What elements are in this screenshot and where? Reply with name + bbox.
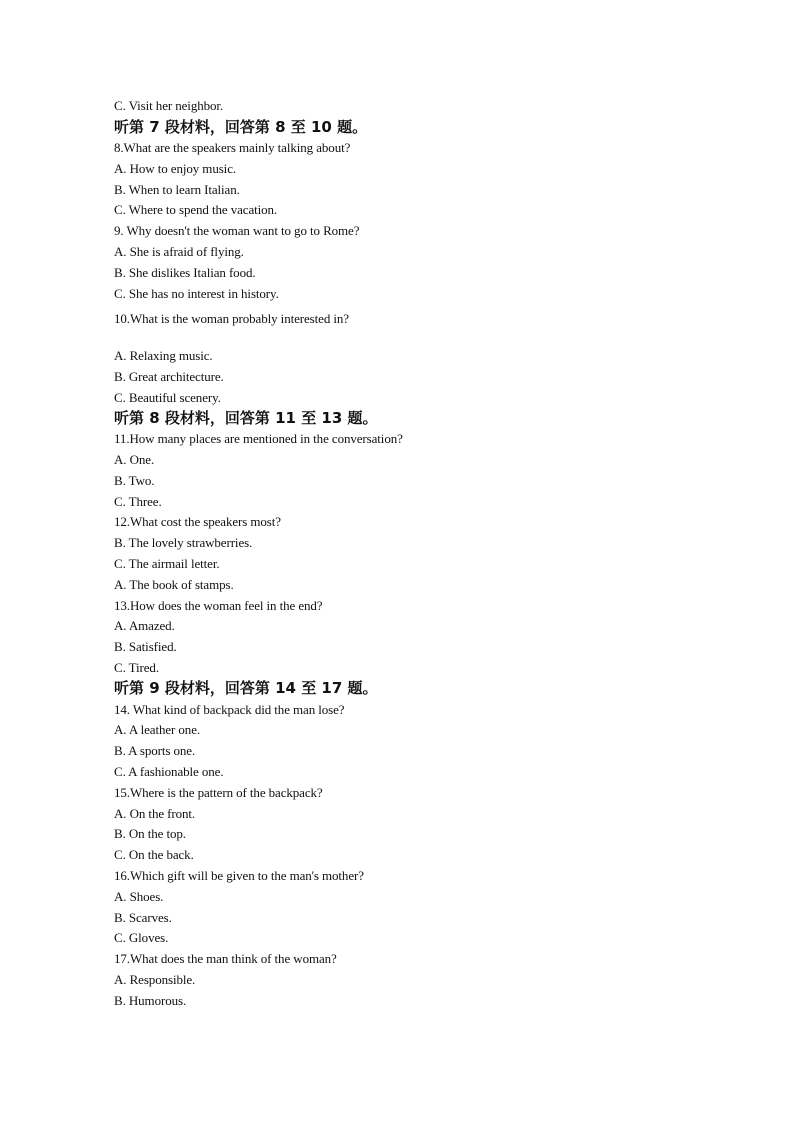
option-9c: C. She has no interest in history. <box>114 286 279 301</box>
option-15b: B. On the top. <box>114 826 186 841</box>
option-13a: A. Amazed. <box>114 618 175 633</box>
option-12b: B. The lovely strawberries. <box>114 535 253 550</box>
option-10b: B. Great architecture. <box>114 369 224 384</box>
option-11c: C. Three. <box>114 494 162 509</box>
option-8b: B. When to learn Italian. <box>114 182 240 197</box>
option-16c: C. Gloves. <box>114 930 169 945</box>
option-17b: B. Humorous. <box>114 993 187 1008</box>
option-7c: C. Visit her neighbor. <box>114 98 224 113</box>
option-13b: B. Satisfied. <box>114 639 177 654</box>
question-16: 16.Which gift will be given to the man's mother? <box>114 868 364 883</box>
option-8a: A. How to enjoy music. <box>114 161 237 176</box>
option-12a: A. The book of stamps. <box>114 577 234 592</box>
question-12: 12.What cost the speakers most? <box>114 514 281 529</box>
question-13: 13.How does the woman feel in the end? <box>114 598 323 613</box>
option-10c: C. Beautiful scenery. <box>114 390 221 405</box>
option-14c: C. A fashionable one. <box>114 764 224 779</box>
option-14b: B. A sports one. <box>114 743 196 758</box>
option-15a: A. On the front. <box>114 806 196 821</box>
option-9a: A. She is afraid of flying. <box>114 244 244 259</box>
option-17a: A. Responsible. <box>114 972 196 987</box>
option-16b: B. Scarves. <box>114 910 172 925</box>
option-12c: C. The airmail letter. <box>114 556 220 571</box>
option-15c: C. On the back. <box>114 847 194 862</box>
option-10a: A. Relaxing music. <box>114 348 213 363</box>
question-14: 14. What kind of backpack did the man lose? <box>114 702 345 717</box>
section-heading-7: 听第 7 段材料，回答第 8 至 10 题。 <box>114 118 368 136</box>
option-9b: B. She dislikes Italian food. <box>114 265 256 280</box>
question-15: 15.Where is the pattern of the backpack? <box>114 785 323 800</box>
question-11: 11.How many places are mentioned in the conversation? <box>114 431 403 446</box>
option-14a: A. A leather one. <box>114 722 201 737</box>
option-16a: A. Shoes. <box>114 889 164 904</box>
question-8: 8.What are the speakers mainly talking about? <box>114 140 351 155</box>
question-9: 9. Why doesn't the woman want to go to Rome? <box>114 223 360 238</box>
question-10: 10.What is the woman probably interested in? <box>114 311 349 326</box>
section-heading-9: 听第 9 段材料，回答第 14 至 17 题。 <box>114 679 378 697</box>
option-11b: B. Two. <box>114 473 155 488</box>
option-13c: C. Tired. <box>114 660 159 675</box>
option-8c: C. Where to spend the vacation. <box>114 202 278 217</box>
question-17: 17.What does the man think of the woman? <box>114 951 337 966</box>
section-heading-8: 听第 8 段材料，回答第 11 至 13 题。 <box>114 409 378 427</box>
option-11a: A. One. <box>114 452 155 467</box>
